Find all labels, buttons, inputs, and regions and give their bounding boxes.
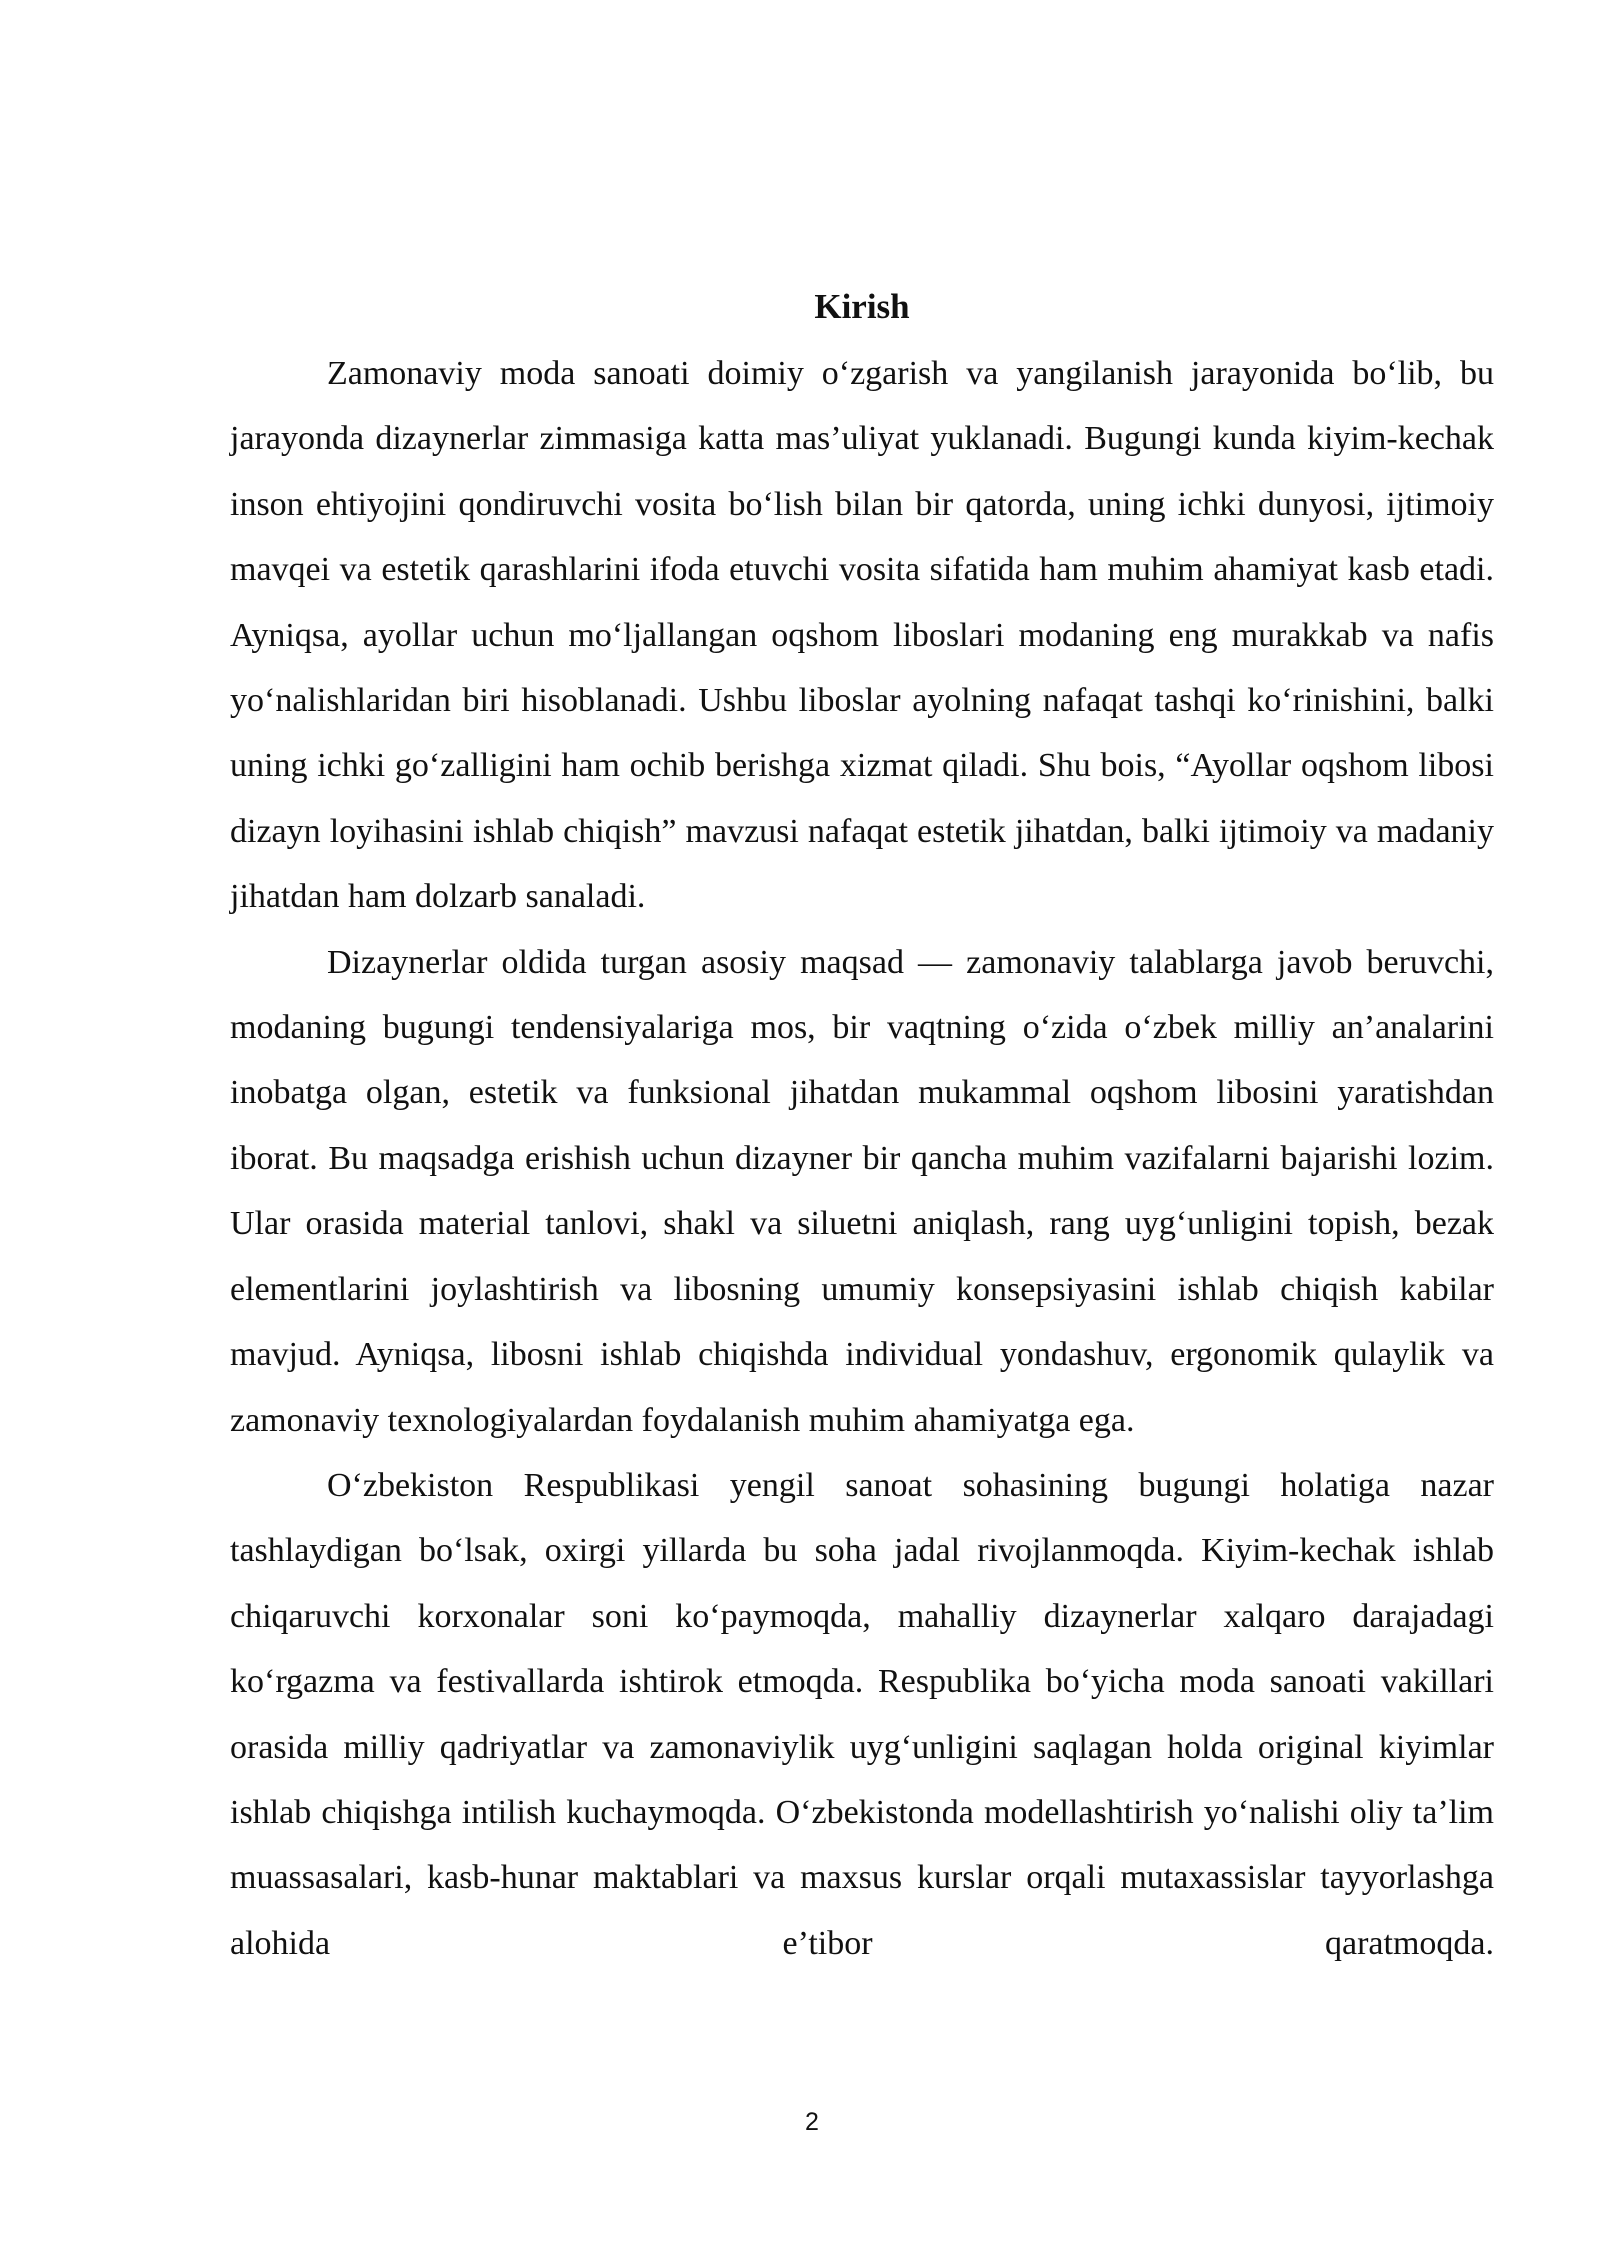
section-title: Kirish xyxy=(814,287,910,326)
paragraph-goals: Dizaynerlar oldida turgan asosiy maqsad — zamonaviy talablarga javob beruvchi, modaning bugungi tendensiyalariga mos, bir vaqtning o‘zida o‘zbek milliy an’analarini inobatga olgan, estetik va funksional jihatdan mukammal oqshom libosini yaratishdan iborat. Bu maqsadga erishish uchun dizayner bir qancha muhim vazifalarni bajarishi lozim. Ular orasida material tanlovi, shakl va siluetni aniqlash, rang uyg‘unligini topish, bezak elementlarini joylashtirish va libosning umumiy konsepsiyasini ishlab chiqish kabilar mavjud. Ayniqsa, libosni ishlab chiqishda individual yondashuv, ergonomik qulaylik va zamonaviy texnologiyalardan foydalanish muhim ahamiyatga ega. xyxy=(230,943,1494,1439)
document-body xyxy=(230,341,1494,1976)
paragraph-intro: Zamonaviy moda sanoati doimiy o‘zgarish va yangilanish jarayonida bo‘lib, bu jarayonda dizaynerlar zimmasiga katta mas’uliyat yuklanadi. Bugungi kunda kiyim-kechak inson ehtiyojini qondiruvchi vosita bo‘lish bilan bir qatorda, uning ichki dunyosi, ijtimoiy mavqei va estetik qarashlarini ifoda etuvchi vosita sifatida ham muhim ahamiyat kasb etadi. Ayniqsa, ayollar uchun mo‘ljallangan oqshom liboslari modaning eng murakkab va nafis yo‘nalishlaridan biri hisoblanadi. Ushbu liboslar ayolning nafaqat tashqi ko‘rinishini, balki uning ichki go‘zalligini ham ochib berishga xizmat qiladi. Shu bois, “Ayollar oqshom libosi dizayn loyihasini ishlab chiqish” mavzusi nafaqat estetik jihatdan, balki ijtimoiy va madaniy jihatdan ham dolzarb sanaladi. xyxy=(230,355,1494,916)
page-number: 2 xyxy=(805,2108,819,2136)
paragraph-industry: O‘zbekiston Respublikasi yengil sanoat sohasining bugungi holatiga nazar tashlaydigan bo‘lsak, oxirgi yillarda bu soha jadal rivojlanmoqda. Kiyim-kechak ishlab chiqaruvchi korxonalar soni ko‘paymoqda, mahalliy dizaynerlar xalqaro darajadagi ko‘rgazma va festivallarda ishtirok etmoqda. Respublika bo‘yicha moda sanoati vakillari orasida milliy qadriyatlar va zamonaviylik uyg‘unligini saqlagan holda original kiyimlar ishlab chiqishga intilish kuchaymoqda. O‘zbekistonda modellashtirish yo‘nalishi oliy ta’lim muassasalari, kasb-hunar maktablari va maxsus kurslar orqali mutaxassislar tayyorlashga alohida e’tibor qaratmoqda. xyxy=(230,1466,1494,1962)
